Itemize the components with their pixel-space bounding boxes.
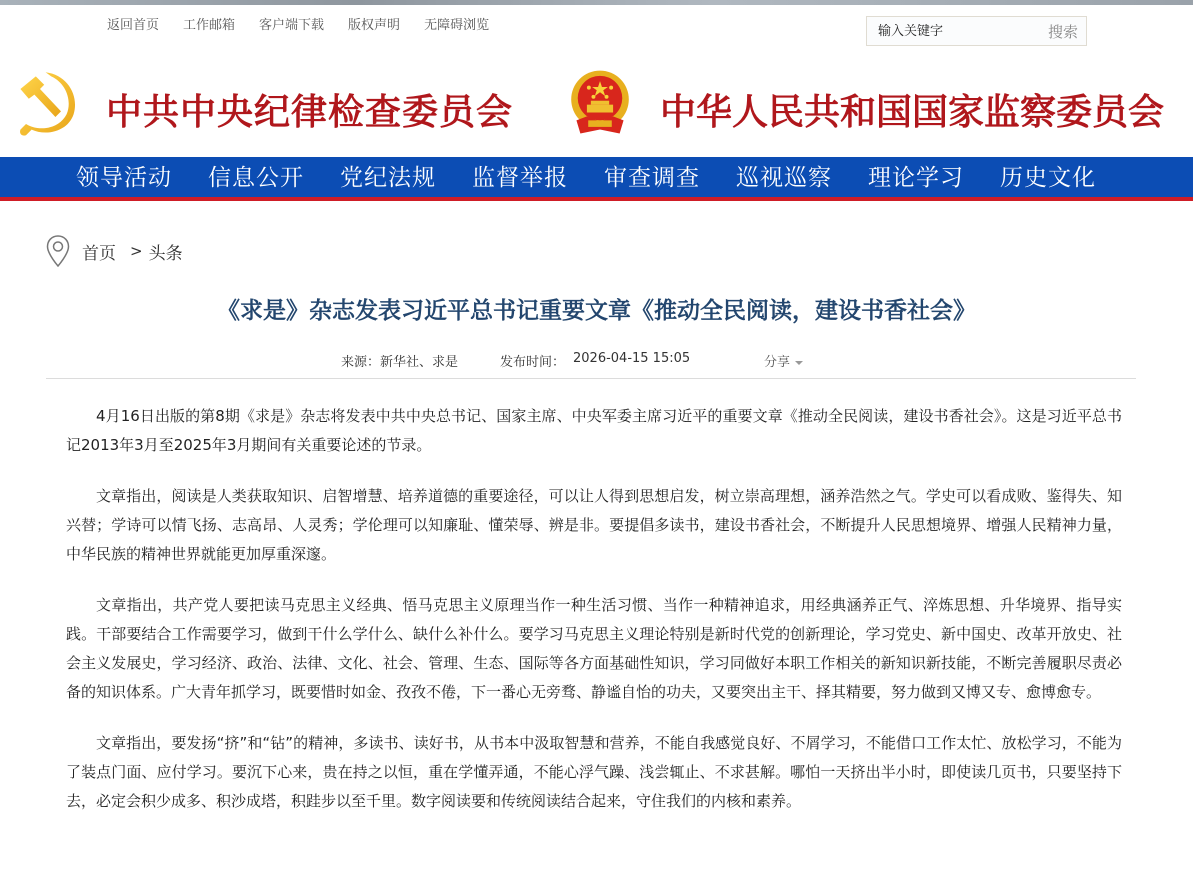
utility-links bbox=[107, 17, 513, 35]
meta-divider bbox=[46, 378, 1136, 379]
publish-time-value: 2026-04-15 15:05 bbox=[573, 351, 691, 366]
national-emblem-icon[interactable] bbox=[567, 68, 633, 140]
nav-leadership[interactable]: 领导活动 bbox=[76, 165, 172, 191]
link-work-email[interactable]: 工作邮箱 bbox=[183, 18, 236, 33]
article-paragraph: 4月16日出版的第8期《求是》杂志将发表中共中央总书记、国家主席、中央军委主席习近平的重要文章《推动全民阅读，建设书香社会》。这是习近平总书记2013年3月至2025年3月期间有关重要论述的节录。 bbox=[66, 407, 1122, 454]
party-emblem-icon[interactable] bbox=[12, 68, 82, 138]
publish-time-label: 发布时间： bbox=[500, 355, 566, 370]
article-body bbox=[66, 402, 1122, 838]
share-label: 分享 bbox=[764, 355, 791, 370]
article-title: 《求是》杂志发表习近平总书记重要文章《推动全民阅读，建设书香社会》 bbox=[217, 298, 976, 324]
nav-investigation[interactable]: 审查调查 bbox=[604, 165, 700, 191]
cdi-title[interactable]: 中共中央纪律检查委员会 bbox=[106, 91, 514, 133]
breadcrumb-home[interactable]: 首页 bbox=[82, 243, 116, 264]
nav-supervision-report[interactable]: 监督举报 bbox=[472, 165, 568, 191]
link-copyright[interactable]: 版权声明 bbox=[348, 18, 401, 33]
nav-theory-study[interactable]: 理论学习 bbox=[868, 165, 964, 191]
article-paragraph: 文章指出，阅读是人类获取知识、启智增慧、培养道德的重要途径，可以让人得到思想启发，树立崇高理想，涵养浩然之气。学史可以看成败、鉴得失、知兴替；学诗可以情飞扬、志高昂、人灵秀；学伦理可以知廉耻、懂荣辱、辨是非。要提倡多读书，建设书香社会，不断提升人民思想境界、增强人民精神力量，中华民族的精神世界就能更加厚重深邃。 bbox=[66, 487, 1122, 563]
link-accessibility[interactable]: 无障碍浏览 bbox=[424, 18, 490, 33]
nav-history-culture[interactable]: 历史文化 bbox=[1000, 165, 1096, 191]
breadcrumb-separator: > bbox=[130, 242, 143, 260]
breadcrumb-current[interactable]: 头条 bbox=[148, 243, 183, 264]
site-header bbox=[0, 60, 1193, 155]
location-pin-icon bbox=[46, 235, 70, 267]
link-home[interactable]: 返回首页 bbox=[107, 18, 160, 33]
article-paragraph: 文章指出，要发扬“挤”和“钻”的精神，多读书、读好书，从书本中汲取智慧和营养，不能自我感觉良好、不屑学习，不能借口工作太忙、放松学习，不能为了装点门面、应付学习。要沉下心来，贵在持之以恒，重在学懂弄通，不能心浮气躁、浅尝辄止、不求甚解。哪怕一天挤出半小时，即使读几页书，只要坚持下去，必定会积少成多、积沙成塔，积跬步以至千里。数字阅读要和传统阅读结合起来，守住我们的内核和素养。 bbox=[66, 734, 1122, 810]
article-source: 来源：新华社、求是 bbox=[341, 355, 459, 370]
nav-inspection[interactable]: 巡视巡察 bbox=[736, 165, 832, 191]
nav-info-disclosure[interactable]: 信息公开 bbox=[208, 165, 304, 191]
article-paragraph: 文章指出，共产党人要把读马克思主义经典、悟马克思主义原理当作一种生活习惯、当作一种精神追求，用经典涵养正气、淬炼思想、升华境界、指导实践。干部要结合工作需要学习，做到干什么学什么、缺什么补什么。要学习马克思主义理论特别是新时代党的创新理论，学习党史、新中国史、改革开放史、社会主义发展史，学习经济、政治、法律、文化、社会、管理、生态、国际等各方面基础性知识，学习同做好本职工作相关的新知识新技能，不断完善履职尽责必备的知识体系。广大青年抓学习，既要惜时如金、孜孜不倦，下一番心无旁骛、静谧自怡的功夫，又要突出主干、择其精要，努力做到又博又专、愈博愈专。 bbox=[66, 596, 1122, 701]
chevron-down-icon bbox=[795, 361, 803, 365]
nav-party-regulations[interactable]: 党纪法规 bbox=[340, 165, 436, 191]
main-nav bbox=[0, 157, 1193, 201]
search-input[interactable] bbox=[867, 24, 1027, 39]
search-button[interactable]: 搜索 bbox=[1047, 22, 1078, 41]
nsc-title[interactable]: 中华人民共和国国家监察委员会 bbox=[660, 91, 1165, 133]
share-button[interactable] bbox=[764, 351, 803, 370]
browser-top-bar bbox=[0, 0, 1193, 5]
link-client-download[interactable]: 客户端下载 bbox=[259, 18, 325, 33]
breadcrumb bbox=[46, 235, 183, 267]
search-box bbox=[866, 16, 1087, 46]
